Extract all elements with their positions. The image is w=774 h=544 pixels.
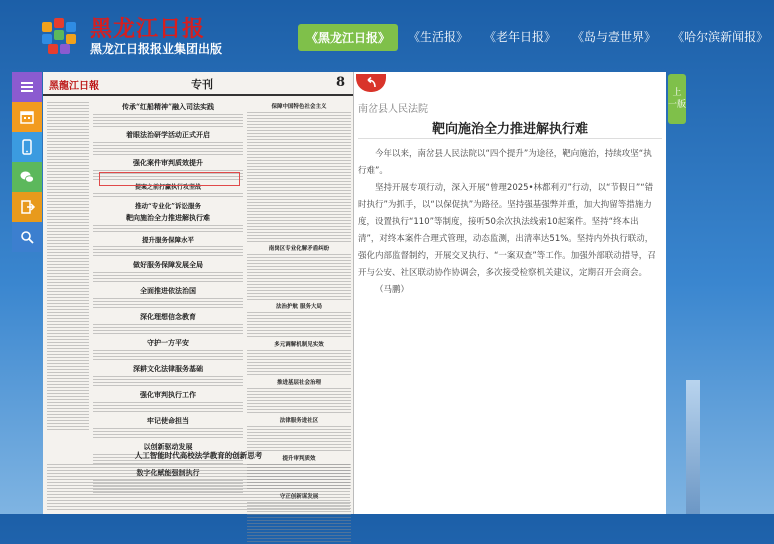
calendar-button[interactable] (12, 102, 42, 132)
paper-headline[interactable]: 法律服务进社区 (279, 418, 319, 424)
paper-headline[interactable]: 推动“专业化”诉讼服务 (135, 202, 201, 210)
paper-headline[interactable]: 南岗区专业化解矛盾纠纷 (268, 246, 330, 252)
wechat-icon (19, 169, 35, 185)
menu-button[interactable] (12, 72, 42, 102)
paper-text-block (247, 350, 351, 376)
paper-text-block (93, 324, 243, 336)
paper-headline[interactable]: 做好服务保障发展全局 (133, 260, 203, 269)
paper-headline[interactable]: 全面推进依法治国 (140, 286, 196, 295)
background-skyline (686, 380, 700, 514)
paper-text-block (247, 312, 351, 338)
site-header (0, 0, 769, 72)
brand-title: 黑龙江日报 (90, 16, 206, 42)
paper-headline[interactable]: 深化理想信念教育 (140, 312, 196, 321)
paper-bottom-headline[interactable]: 人工智能时代高校法学教育的创新思考 (134, 451, 263, 460)
selected-article-highlight (99, 172, 240, 186)
paper-logo: 黑龍江日報 (49, 81, 99, 92)
article-title: 靶向施治全力推进解执行难 (431, 122, 588, 137)
paper-page-number: 8 (335, 75, 345, 90)
article-author: （马鹏） (375, 285, 410, 295)
paper-headline[interactable]: 数字化赋能强制执行 (136, 468, 200, 477)
divider (358, 138, 662, 139)
paper-text-block (93, 272, 243, 284)
nav-life-daily[interactable]: 《生活报》 (408, 30, 469, 44)
paper-text-block (247, 112, 351, 242)
paper-headline[interactable]: 强化审判执行工作 (140, 390, 196, 399)
paper-text-block (247, 254, 351, 300)
paper-text-block (93, 350, 243, 362)
paper-headline[interactable]: 着眼法治研学活动正式开启 (126, 130, 210, 139)
paper-text-block (93, 193, 243, 199)
paper-headline[interactable]: 多元调解机制见实效 (274, 342, 324, 348)
paper-text-block (93, 225, 243, 233)
logo-icon (42, 18, 78, 56)
side-tab-label-bottom: 一版 (668, 100, 687, 110)
article-source: 南岔县人民法院 (358, 104, 428, 115)
paper-headline[interactable]: 保障中国特色社会主义 (271, 104, 327, 110)
nav-island-world[interactable]: 《岛与壹世界》 (572, 30, 657, 44)
nav-harbin-news[interactable]: 《哈尔滨新闻报》 (672, 30, 769, 44)
paper-headline[interactable]: 提升审判质效 (282, 456, 316, 462)
exit-button[interactable] (12, 192, 42, 222)
newspaper-nav (298, 24, 774, 51)
paper-left-column (47, 98, 89, 432)
paper-headline[interactable]: 法治护航 服务大局 (276, 304, 322, 310)
phone-icon (19, 139, 35, 155)
paper-text-block (47, 102, 89, 432)
paper-headline[interactable]: 强化案件审判质效提升 (133, 158, 203, 167)
paper-text-block (247, 388, 351, 414)
paper-main-column (93, 98, 243, 496)
mobile-button[interactable] (12, 132, 42, 162)
back-arrow-icon (364, 77, 378, 89)
paper-headline-active[interactable]: 靶向施治全力推进解执行难 (126, 213, 210, 222)
paper-text-block (93, 298, 243, 310)
paper-text-block (93, 402, 243, 414)
nav-elderly-daily[interactable]: 《老年日报》 (484, 30, 557, 44)
search-button[interactable] (12, 222, 42, 252)
paper-text-block (93, 142, 243, 156)
menu-icon (19, 79, 35, 95)
article-paragraph: 今年以来，南岔县人民法院以“四个提升”为途径，靶向施治，持续攻坚“执行难”。 (358, 149, 652, 176)
search-icon (19, 229, 35, 245)
article-panel (354, 72, 666, 514)
article-paragraph: 坚持开展专项行动，深入开展“曾理2025•林都利刃”行动，以“节假日”“错时执行”为抓手，以“以保促执”为路径。坚持强基强弊并重，加大拘留等措施力度，设置执行“110”等制度，接听50余次执法线索10起案件。坚持“终本出清”，对终本案件合理式管理，动态监测，出清率达51%。坚持内外执行联动，强化内部监督制约，开展交叉执行、“一案双查”等工作。加强外部联动措导，召开与公安、社区联动协作协调会，多次接受检察机关建议，定期召开会商会。 (358, 183, 656, 278)
paper-section-title: 专刊 (191, 78, 213, 91)
paper-text-block (47, 464, 350, 510)
paper-masthead (43, 72, 353, 96)
exit-icon (19, 199, 35, 215)
paper-headline[interactable]: 深耕文化法律服务基础 (133, 364, 203, 373)
paper-headline[interactable]: 传承“红船精神”融入司法实践 (121, 102, 215, 111)
paper-text-block (93, 114, 243, 128)
paper-text-block (93, 246, 243, 258)
paper-headline[interactable]: 提升服务保障水平 (142, 236, 194, 244)
wechat-button[interactable] (12, 162, 42, 192)
paper-text-block (93, 376, 243, 388)
previous-page-tab[interactable] (668, 74, 686, 124)
calendar-icon (19, 109, 35, 125)
paper-headline[interactable]: 推进基层社会治理 (276, 380, 321, 386)
paper-headline[interactable]: 守正创新谋发展 (279, 494, 319, 500)
paper-headline[interactable]: 牢记使命担当 (147, 416, 189, 425)
paper-text-block (247, 426, 351, 452)
brand-subtitle: 黑龙江日报报业集团出版 (90, 42, 223, 56)
paper-headline[interactable]: 守护一方平安 (147, 338, 189, 347)
paper-headline[interactable]: 以创新驱动发展 (143, 442, 193, 451)
newspaper-page[interactable] (43, 72, 354, 514)
nav-heilongjiang-daily[interactable]: 《黑龙江日报》 (298, 24, 398, 51)
paper-headline[interactable]: 提案之前打赢执行攻坚战 (134, 184, 201, 191)
paper-text-block (93, 428, 243, 440)
article-body (358, 146, 658, 299)
left-toolbar (12, 72, 42, 252)
back-button[interactable] (356, 74, 386, 92)
side-tab-label-top: 上 (672, 88, 682, 98)
